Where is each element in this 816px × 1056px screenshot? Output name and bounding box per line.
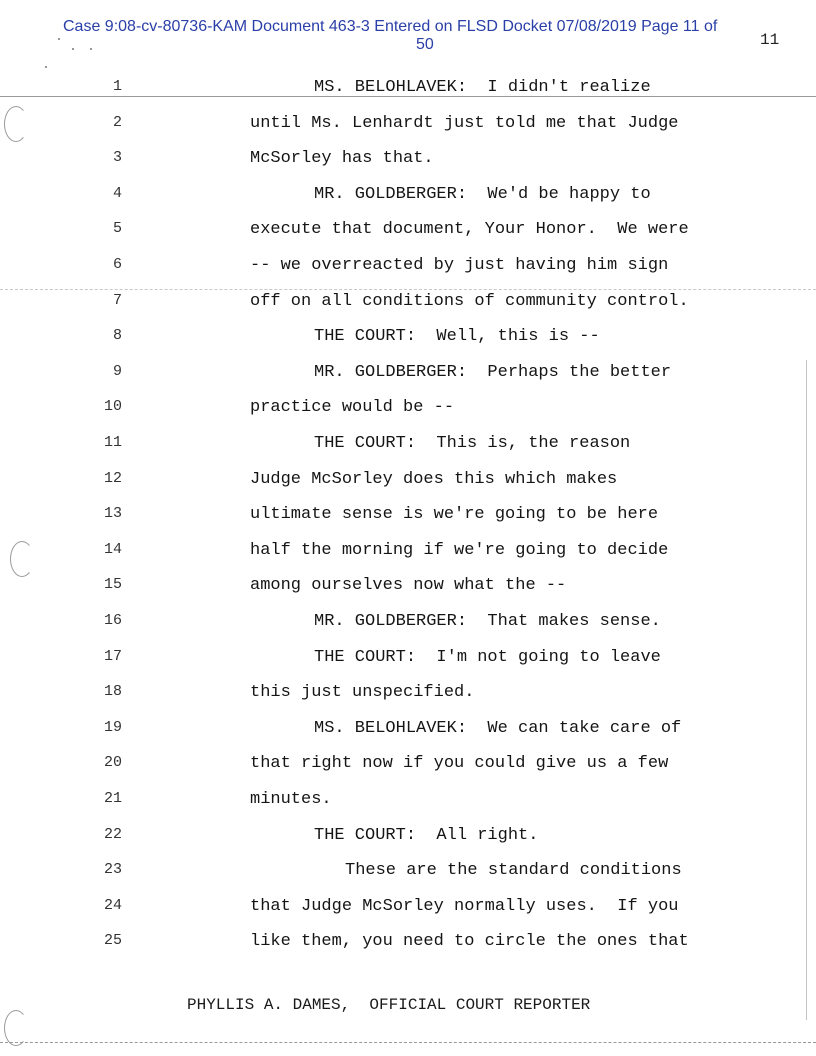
- line-number: 24: [103, 896, 122, 914]
- line-number: 12: [103, 469, 122, 487]
- line-number: 22: [103, 825, 122, 843]
- transcript-line: [0, 292, 816, 322]
- line-text: These are the standard conditions: [345, 861, 682, 881]
- line-number: 23: [103, 861, 122, 879]
- line-text: THE COURT: Well, this is --: [314, 327, 600, 347]
- transcript-line: [0, 363, 816, 393]
- transcript-line: [0, 434, 816, 464]
- line-text: MR. GOLDBERGER: Perhaps the better: [314, 362, 672, 382]
- line-number: 10: [103, 398, 122, 416]
- line-number: 19: [103, 718, 122, 736]
- line-text: MS. BELOHLAVEK: I didn't realize: [314, 78, 651, 97]
- line-number: 21: [103, 790, 122, 807]
- line-number: 6: [112, 256, 122, 273]
- transcript-line: [0, 149, 816, 179]
- transcript-line: [0, 327, 816, 357]
- line-text: execute that document, Your Honor. We were: [250, 220, 689, 240]
- transcript-line: [0, 612, 816, 642]
- line-text: among ourselves now what the --: [250, 576, 567, 596]
- scan-rule-mid: [0, 289, 816, 290]
- line-text: this just unspecified.: [250, 683, 475, 703]
- punch-hole-mark: [4, 1010, 28, 1046]
- line-text: McSorley has that.: [250, 149, 434, 169]
- transcript-line: [0, 576, 816, 606]
- scan-speck: [45, 66, 47, 68]
- line-number: 7: [112, 291, 122, 309]
- line-text: MS. BELOHLAVEK: We can take care of: [314, 718, 682, 738]
- court-reporter-footer: PHYLLIS A. DAMES, OFFICIAL COURT REPORTER: [187, 996, 591, 1014]
- scan-speck: [72, 48, 74, 50]
- line-number: 1: [112, 78, 122, 95]
- transcript-line: [0, 648, 816, 678]
- filing-stamp-text: Case 9:08-cv-80736-KAM Document 463-3 Entered on FLSD Docket 07/08/2019 Page 11 of: [63, 18, 718, 35]
- line-number: 13: [103, 505, 122, 523]
- line-number: 17: [103, 647, 122, 665]
- line-number: 2: [112, 113, 122, 131]
- transcript-line: [0, 398, 816, 428]
- line-number: 4: [112, 184, 122, 202]
- scan-speck: [58, 38, 60, 40]
- transcript-line: [0, 683, 816, 713]
- line-text: THE COURT: All right.: [314, 825, 539, 845]
- transcript-line: [0, 719, 816, 749]
- transcript-line: [0, 932, 816, 962]
- line-text: that right now if you could give us a few: [250, 754, 669, 774]
- line-text: -- we overreacted by just having him sign: [250, 256, 669, 275]
- transcript-line: [0, 220, 816, 250]
- line-number: 8: [112, 327, 122, 345]
- transcript-line: [0, 754, 816, 784]
- transcript-line: [0, 256, 816, 286]
- line-text: off on all conditions of community control.: [250, 291, 689, 311]
- transcript-line: [0, 114, 816, 144]
- scan-rule-bottom: [0, 1042, 816, 1043]
- line-text: that Judge McSorley normally uses. If you: [250, 896, 679, 916]
- line-text: half the morning if we're going to decide: [250, 540, 669, 560]
- line-text: THE COURT: I'm not going to leave: [314, 647, 661, 667]
- line-number: 9: [112, 362, 122, 380]
- line-number: 25: [103, 932, 122, 950]
- line-text: like them, you need to circle the ones that: [250, 932, 689, 952]
- line-number: 18: [103, 683, 122, 701]
- transcript-page-number: 11: [760, 31, 780, 49]
- filing-stamp-total-pages: 50: [416, 36, 434, 53]
- line-text: MR. GOLDBERGER: That makes sense.: [314, 612, 661, 631]
- line-number: 5: [112, 220, 122, 238]
- line-number: 16: [103, 612, 122, 629]
- line-text: practice would be --: [250, 398, 455, 418]
- line-text: until Ms. Lenhardt just told me that Judge: [250, 113, 679, 133]
- transcript-line: [0, 78, 816, 108]
- scan-speck: [90, 48, 92, 50]
- line-number: 3: [112, 149, 122, 167]
- transcript-line: [0, 541, 816, 571]
- line-text: MR. GOLDBERGER: We'd be happy to: [314, 184, 651, 204]
- line-number: 14: [103, 540, 122, 558]
- transcript-line: [0, 826, 816, 856]
- line-number: 11: [103, 434, 122, 451]
- transcript-line: [0, 185, 816, 215]
- line-text: Judge McSorley does this which makes: [250, 469, 618, 489]
- line-text: minutes.: [250, 790, 332, 809]
- line-text: THE COURT: This is, the reason: [314, 434, 631, 453]
- line-number: 15: [103, 576, 122, 594]
- transcript-line: [0, 505, 816, 535]
- line-number: 20: [103, 754, 122, 772]
- transcript-line: [0, 470, 816, 500]
- transcript-line: [0, 861, 816, 891]
- transcript-line: [0, 790, 816, 820]
- transcript-line: [0, 897, 816, 927]
- line-text: ultimate sense is we're going to be here: [250, 505, 659, 525]
